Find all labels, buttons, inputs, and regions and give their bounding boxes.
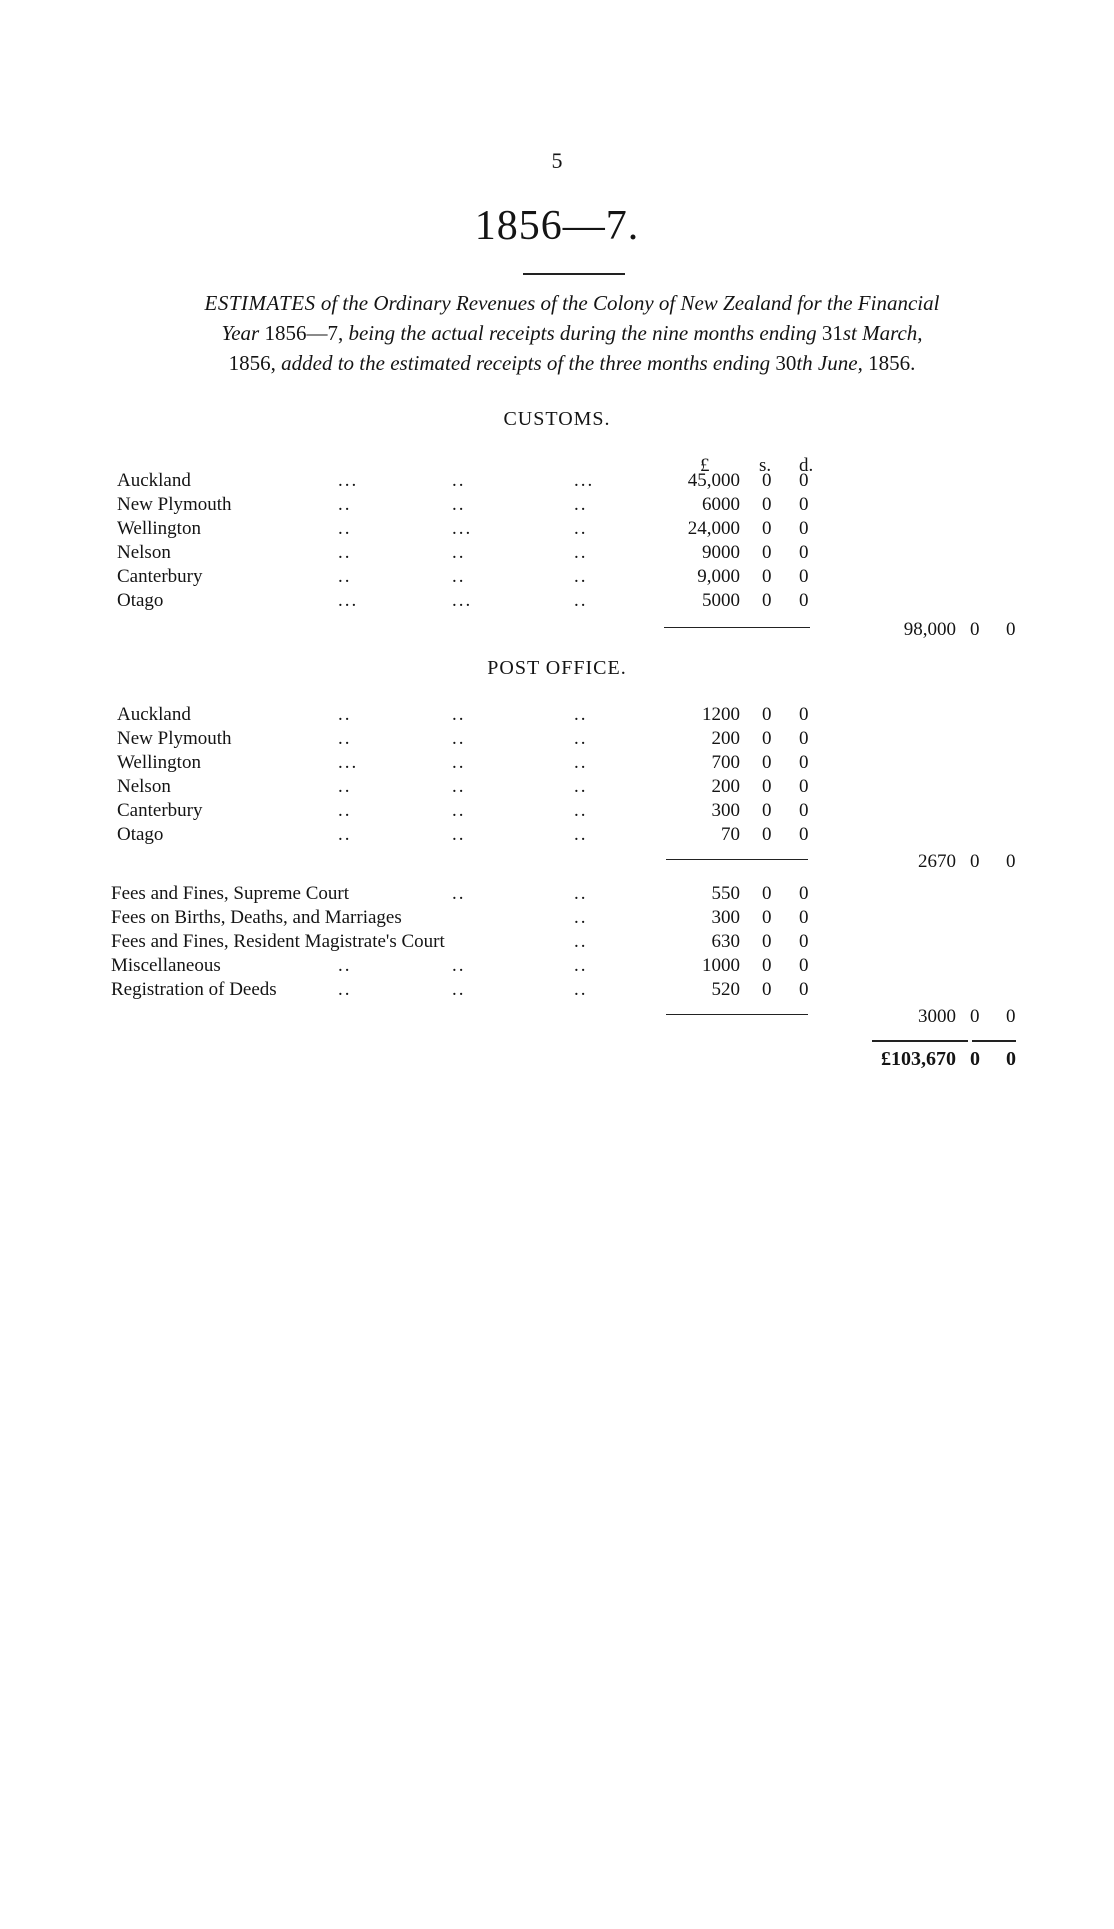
customs-total-shillings: 0 [970, 619, 980, 640]
row-label: Nelson [117, 542, 171, 563]
post-office-total-shillings: 0 [970, 851, 980, 872]
leader-dots: .. [338, 776, 352, 797]
table-row [0, 907, 1114, 931]
fees-total-pounds: 3000 [918, 1006, 956, 1027]
shillings-value: 0 [762, 800, 772, 821]
leader-dots: .. [452, 883, 466, 904]
title-divider [523, 273, 625, 275]
leader-dots: .. [574, 518, 588, 539]
heading-lead: ESTIMATES [204, 291, 316, 315]
year-title: 1856—7. [474, 203, 640, 249]
pounds-value: 200 [711, 776, 740, 797]
row-label: Auckland [117, 704, 191, 725]
leader-dots: .. [574, 566, 588, 587]
leader-dots: ... [452, 518, 473, 539]
leader-dots: .. [452, 800, 466, 821]
leader-dots: .. [452, 704, 466, 725]
fees-total-pence: 0 [1006, 1006, 1016, 1027]
shillings-value: 0 [762, 931, 772, 952]
table-row [0, 518, 1114, 542]
row-label: Wellington [117, 518, 201, 539]
table-row [0, 566, 1114, 590]
leader-dots: .. [574, 931, 588, 952]
leader-dots: ... [338, 752, 359, 773]
post-office-total-row [0, 851, 1114, 875]
shillings-value: 0 [762, 979, 772, 1000]
leader-dots: ... [338, 590, 359, 611]
heading-line1-text: of the Ordinary Revenues of the Colony of New Zealand for the Financial [320, 291, 940, 315]
col-shillings: s. [759, 455, 772, 476]
leader-dots: .. [574, 494, 588, 515]
shillings-value: 0 [762, 566, 772, 587]
pounds-value: 9,000 [697, 566, 740, 587]
customs-total-row [0, 619, 1114, 643]
leader-dots: .. [452, 824, 466, 845]
pounds-value: 630 [711, 931, 740, 952]
leader-dots: .. [574, 907, 588, 928]
pence-value: 0 [799, 824, 809, 845]
leader-dots: .. [574, 752, 588, 773]
leader-dots: .. [452, 776, 466, 797]
row-label: Auckland [117, 470, 191, 491]
row-label: Registration of Deeds [111, 979, 277, 1000]
pounds-value: 9000 [702, 542, 740, 563]
row-label: Canterbury [117, 800, 203, 821]
shillings-value: 0 [762, 470, 772, 491]
leader-dots: ... [574, 470, 595, 491]
pence-value: 0 [799, 590, 809, 611]
heading-line2-text: being the actual receipts during the nine months ending [348, 321, 817, 345]
pounds-value: 300 [711, 907, 740, 928]
table-row [0, 494, 1114, 518]
heading-line3-text: added to the estimated receipts of the three months ending [281, 351, 771, 375]
shillings-value: 0 [762, 824, 772, 845]
table-row [0, 883, 1114, 907]
heading-june-text: th June, [796, 351, 863, 375]
col-pounds: £ [700, 455, 710, 476]
heading-year-1856: 1856, [228, 351, 276, 375]
leader-dots: .. [452, 494, 466, 515]
leader-dots: .. [452, 979, 466, 1000]
row-label: Otago [117, 590, 164, 611]
leader-dots: .. [338, 824, 352, 845]
heading-day-value: 31 [821, 321, 843, 345]
shillings-value: 0 [762, 776, 772, 797]
pence-value: 0 [799, 752, 809, 773]
leader-dots: .. [338, 542, 352, 563]
leader-dots: ... [452, 590, 473, 611]
leader-dots: .. [338, 704, 352, 725]
pence-value: 0 [799, 518, 809, 539]
pence-value: 0 [799, 907, 809, 928]
row-label: Fees and Fines, Resident Magistrate's Court [111, 931, 445, 952]
page-number: 5 [551, 148, 563, 173]
leader-dots: .. [574, 824, 588, 845]
pence-value: 0 [799, 776, 809, 797]
row-label: Fees and Fines, Supreme Court [111, 883, 350, 904]
leader-dots: .. [452, 955, 466, 976]
row-label: Miscellaneous [111, 955, 221, 976]
heading-day-30: 30 [775, 351, 797, 375]
leader-dots: .. [574, 955, 588, 976]
grand-total-row [0, 1048, 1114, 1072]
shillings-value: 0 [762, 590, 772, 611]
leader-dots: .. [574, 542, 588, 563]
pence-value: 0 [799, 470, 809, 491]
table-row [0, 776, 1114, 800]
pence-value: 0 [799, 542, 809, 563]
table-row [0, 470, 1114, 494]
table-row [0, 979, 1114, 1003]
leader-dots: .. [574, 776, 588, 797]
pounds-value: 1000 [702, 955, 740, 976]
leader-dots: .. [452, 728, 466, 749]
pence-value: 0 [799, 955, 809, 976]
heading-year-word: Year [221, 321, 260, 345]
pence-value: 0 [799, 979, 809, 1000]
row-label: New Plymouth [117, 728, 232, 749]
pounds-value: 24,000 [687, 518, 740, 539]
row-label: Otago [117, 824, 164, 845]
customs-total-pounds: 98,000 [903, 619, 956, 640]
table-row [0, 752, 1114, 776]
pence-value: 0 [799, 883, 809, 904]
post-office-total-pounds: 2670 [918, 851, 956, 872]
pence-value: 0 [799, 704, 809, 725]
customs-total-pence: 0 [1006, 619, 1016, 640]
table-row [0, 955, 1114, 979]
shillings-value: 0 [762, 883, 772, 904]
table-row [0, 704, 1114, 728]
heading-line-1 [110, 288, 1034, 318]
leader-dots: .. [574, 590, 588, 611]
pence-value: 0 [799, 494, 809, 515]
leader-dots: .. [338, 955, 352, 976]
col-pence: d. [799, 455, 814, 476]
heading-year-end: 1856. [868, 351, 916, 375]
table-row [0, 728, 1114, 752]
pence-value: 0 [799, 566, 809, 587]
fees-total-shillings: 0 [970, 1006, 980, 1027]
leader-dots: ... [338, 470, 359, 491]
leader-dots: .. [338, 494, 352, 515]
grand-total-shillings: 0 [970, 1048, 980, 1070]
leader-dots: .. [574, 800, 588, 821]
pounds-value: 70 [721, 824, 740, 845]
pounds-value: 700 [711, 752, 740, 773]
pounds-value: 6000 [702, 494, 740, 515]
leader-dots: .. [574, 883, 588, 904]
shillings-value: 0 [762, 542, 772, 563]
shillings-value: 0 [762, 518, 772, 539]
shillings-value: 0 [762, 494, 772, 515]
pence-value: 0 [799, 931, 809, 952]
table-row [0, 824, 1114, 848]
leader-dots: .. [452, 566, 466, 587]
pounds-value: 300 [711, 800, 740, 821]
table-row [0, 590, 1114, 614]
grand-total-rule-pounds [872, 1040, 968, 1042]
leader-dots: .. [574, 704, 588, 725]
heading-line-3 [110, 348, 1034, 378]
fees-total-row [0, 1006, 1114, 1030]
pounds-value: 520 [711, 979, 740, 1000]
shillings-value: 0 [762, 955, 772, 976]
heading-year-value: 1856—7, [264, 321, 344, 345]
leader-dots: .. [452, 470, 466, 491]
post-office-title: POST OFFICE. [487, 657, 627, 679]
row-label: Nelson [117, 776, 171, 797]
table-row [0, 800, 1114, 824]
leader-dots: .. [338, 979, 352, 1000]
leader-dots: .. [452, 752, 466, 773]
pence-value: 0 [799, 800, 809, 821]
leader-dots: .. [338, 518, 352, 539]
pounds-value: 550 [711, 883, 740, 904]
shillings-value: 0 [762, 728, 772, 749]
pounds-value: 200 [711, 728, 740, 749]
grand-total-pence: 0 [1006, 1048, 1016, 1070]
pounds-value: 45,000 [687, 470, 740, 491]
heading-line-2 [110, 318, 1034, 348]
customs-title: CUSTOMS. [503, 408, 611, 430]
leader-dots: .. [338, 728, 352, 749]
grand-total-rule-pence [972, 1040, 1016, 1042]
table-row [0, 931, 1114, 955]
row-label: Canterbury [117, 566, 203, 587]
leader-dots: .. [574, 728, 588, 749]
shillings-value: 0 [762, 752, 772, 773]
grand-total-pounds: £103,670 [881, 1048, 956, 1070]
leader-dots: .. [338, 800, 352, 821]
row-label: Fees on Births, Deaths, and Marriages [111, 907, 402, 928]
pounds-value: 1200 [702, 704, 740, 725]
row-label: Wellington [117, 752, 201, 773]
post-office-total-pence: 0 [1006, 851, 1016, 872]
pence-value: 0 [799, 728, 809, 749]
shillings-value: 0 [762, 704, 772, 725]
estimates-heading [110, 288, 1034, 378]
leader-dots: .. [452, 542, 466, 563]
leader-dots: .. [338, 566, 352, 587]
pounds-value: 5000 [702, 590, 740, 611]
heading-month-text: st March, [842, 321, 923, 345]
table-row [0, 542, 1114, 566]
shillings-value: 0 [762, 907, 772, 928]
row-label: New Plymouth [117, 494, 232, 515]
leader-dots: .. [574, 979, 588, 1000]
